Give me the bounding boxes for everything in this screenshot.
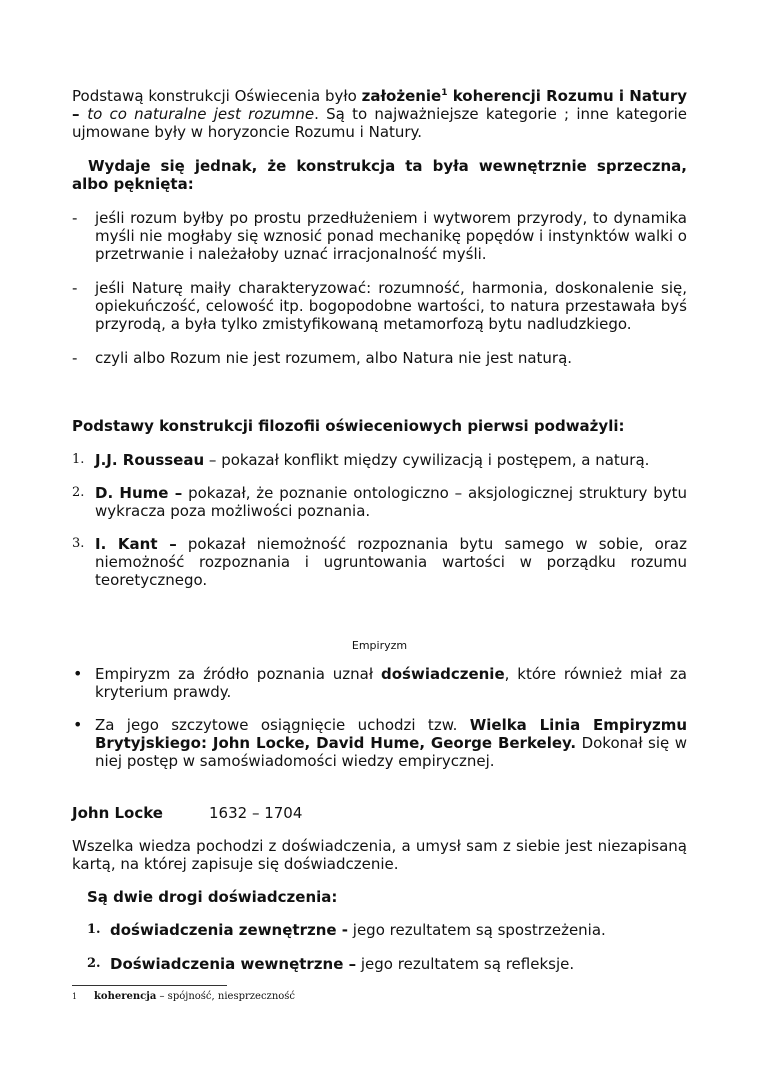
philosopher-name: J.J. Rousseau (95, 451, 205, 469)
list-number: 1. (87, 922, 101, 937)
philosopher-description: – pokazał konflikt między cywilizacją i postępem, a naturą. (204, 451, 650, 469)
list-item (72, 451, 687, 469)
footnote-separator (72, 985, 227, 986)
list-item (72, 349, 687, 367)
list-item (72, 665, 687, 701)
dash-marker: - (72, 209, 78, 227)
locke-heading (72, 804, 687, 822)
list-number: 2. (87, 956, 101, 971)
intro-text: Podstawą konstrukcji Oświecenia było (72, 87, 362, 105)
list-number: 1. (72, 452, 85, 467)
list-item (72, 716, 687, 770)
document-page (72, 87, 687, 973)
list-item (72, 279, 687, 333)
list-item (72, 484, 687, 520)
way-name: Doświadczenia wewnętrzne – (110, 955, 357, 973)
intro-bold-assumption: założenie (361, 87, 442, 105)
way-description: jego rezultatem są spostrzeżenia. (348, 921, 606, 939)
philosopher-name: D. Hume – (95, 484, 183, 502)
dash-marker: - (72, 279, 78, 297)
empiricism-list (72, 665, 687, 770)
philosophers-list (72, 451, 687, 589)
footnote-definition: – spójność, niesprzeczność (156, 991, 296, 1002)
claim-text: Wydaje się jednak, że konstrukcja ta była wewnętrznie sprzeczna, albo pęknięta: (72, 157, 687, 193)
philosopher-description: pokazał niemożność rozpoznania bytu samego w sobie, oraz niemożność rozpoznania i ugruntowania wartości w porządku rozumu teoretycznego. (95, 535, 688, 589)
section-heading (72, 417, 687, 435)
dash-item-text: jeśli Naturę maiły charakteryzować: rozumność, harmonia, doskonalenie się, opiekuńczość, celowość itp. bogopodobne wartości, to natura przestawała byś przyrodą, a była tylko zmistyfikowaną metamorfozą bytu nadludzkiego. (95, 279, 687, 333)
footnote (72, 990, 687, 1003)
locke-paragraph: Wszelka wiedza pochodzi z doświadczenia, a umysł sam z siebie jest niezapisaną kartą, na której zapisuje się doświadczenie. (72, 837, 687, 873)
way-description: jego rezultatem są refleksje. (356, 955, 575, 973)
list-item (87, 921, 687, 939)
intro-bold-coherence: koherencji Rozumu i Natury – (72, 87, 687, 123)
dash-item-text: jeśli rozum byłby po prostu przedłużeniem i wytworem przyrody, to dynamika myśli nie mogłaby się wznosić ponad mechanikę popędów i instynktów walki o przetrwanie i należałoby uznać irracjonalność myśli. (95, 209, 687, 263)
intro-text-end: . Są to najważniejsze kategorie ; inne kategorie ujmowane były w horyzoncie Rozumu i Natury. (72, 105, 687, 141)
philosopher-description: pokazał, że poznanie ontologiczno – aksjologicznej struktury bytu wykracza poza możliwości poznania. (95, 484, 687, 520)
bullet-marker: • (73, 664, 83, 683)
footnote-term: koherencja (94, 991, 157, 1002)
footnote-reference[interactable]: 1 (441, 88, 448, 98)
bullet-text: Empiryzm za źródło poznania uznał (95, 665, 381, 683)
intro-paragraph (72, 87, 687, 141)
dash-marker: - (72, 349, 78, 367)
bullet-marker: • (73, 715, 83, 734)
list-item (72, 535, 687, 589)
ways-heading (72, 888, 687, 906)
way-name: doświadczenia zewnętrzne - (110, 921, 349, 939)
locke-years: 1632 – 1704 (209, 804, 303, 822)
ways-heading-text: Są dwie drogi doświadczenia: (87, 888, 338, 906)
philosopher-name: I. Kant – (95, 535, 177, 553)
intro-italic: to co naturalne jest rozumne (87, 105, 315, 123)
list-item (87, 955, 687, 973)
bullet-text: Dokonał się w niej postęp w samoświadomości wiedzy empirycznej. (95, 734, 687, 770)
bullet-text: Za jego szczytowe osiągnięcie uchodzi tzw. (95, 716, 470, 734)
undermine-heading-text: Podstawy konstrukcji filozofii oświeceniowych pierwsi podważyli: (72, 417, 625, 435)
locke-name: John Locke (72, 804, 163, 822)
bullet-text: , które również miał za kryterium prawdy. (95, 665, 687, 701)
dash-item-text: czyli albo Rozum nie jest rozumem, albo Natura nie jest naturą. (95, 349, 573, 367)
list-number: 3. (72, 536, 85, 551)
footnote-mark: 1 (72, 992, 78, 1001)
claim-heading (72, 157, 687, 193)
list-number: 2. (72, 485, 85, 500)
bullet-bold-text: Wielka Linia Empiryzmu Brytyjskiego: John Locke, David Hume, George Berkeley. (95, 716, 688, 752)
bullet-bold-text: doświadczenie (381, 665, 505, 683)
list-item (72, 209, 687, 263)
empiricism-title: Empiryzm (351, 639, 408, 652)
dash-list (72, 209, 687, 367)
ways-list (72, 921, 687, 973)
